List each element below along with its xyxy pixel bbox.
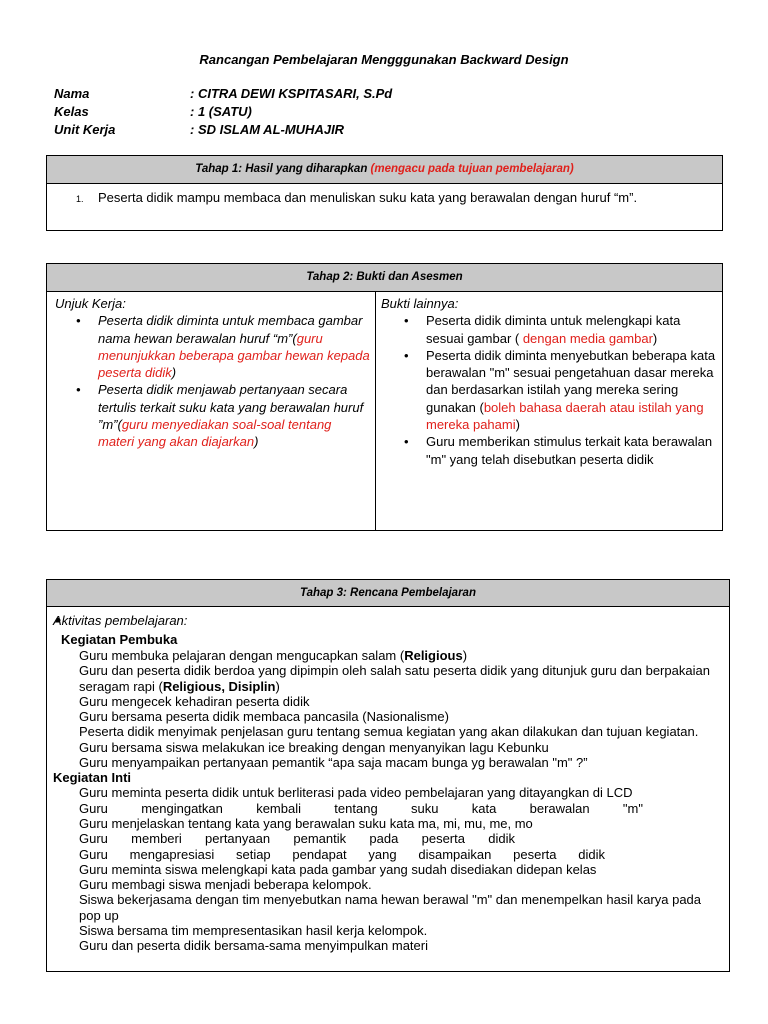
item-text: Guru bersama peserta didik membaca pancasila (Nasionalisme) <box>79 709 449 725</box>
item-tail: ) <box>652 330 658 346</box>
column-divider <box>375 292 376 531</box>
info-label: Nama <box>54 86 90 101</box>
list-item <box>53 694 725 709</box>
item-tail: ) <box>515 417 520 433</box>
item-note: boleh bahasa daerah atau istilah yang mereka pahami <box>426 399 704 433</box>
list-item: ● Siswa bekerjasama dengan tim menyebutkan nama hewan berawal "m" dan menempelkan hasil karya pada pop up <box>53 892 725 923</box>
list-item: ● Guru dan peserta didik bersama-sama menyimpulkan materi <box>53 938 725 953</box>
item-bold: Religious <box>404 648 463 663</box>
item-note: guru menyediakan soal-soal tentang materi yang akan diajarkan <box>98 417 332 450</box>
list-item <box>426 433 719 468</box>
list-item: ● Guru menjelaskan tentang kata yang berawalan suku kata ma, mi, mu, me, mo <box>53 816 725 831</box>
bukti-lainnya-title: Bukti lainnya: <box>381 296 459 311</box>
list-item: ● Guru meminta siswa melengkapi kata pada gambar yang sudah disediakan didepan kelas <box>53 862 725 877</box>
item-text: Peserta didik diminta untuk melengkapi kata sesuai gambar ( <box>426 313 681 346</box>
tahap2-table <box>46 263 723 531</box>
item-text: Guru dan peserta didik berdoa yang dipimpin oleh salah satu peserta didik yang ditunjuk guru dan berpakaian seragam rapi ( <box>79 663 710 694</box>
list-item <box>53 709 725 724</box>
list-item <box>53 648 725 663</box>
inti-list <box>53 785 725 953</box>
unjuk-kerja-cell <box>55 295 371 451</box>
inti-title: Kegiatan Inti <box>53 770 132 786</box>
pembuka-title: Kegiatan Pembuka <box>61 632 178 647</box>
tahap3-header: Tahap 3: Rencana Pembelajaran <box>47 580 729 607</box>
bukti-lainnya-cell <box>381 295 719 468</box>
unjuk-kerja-title: Unjuk Kerja: <box>55 296 126 311</box>
list-item <box>53 663 725 694</box>
tahap3-content <box>53 613 725 954</box>
item-text: Guru memberikan stimulus terkait kata berawalan "m" yang telah disebutkan peserta didik <box>426 434 713 467</box>
item-bold: Religious, Disiplin <box>162 678 276 694</box>
item-tail: ) <box>254 434 259 450</box>
item-text: Peserta didik menjawab pertanyaan secara tertulis terkait suku kata yang berawalan huruf ”m”( <box>98 382 364 433</box>
item-text: Guru menyampaikan pertanyaan pemantik “apa saja macam bunga yg berawalan "m" ?” <box>79 755 588 771</box>
list-item <box>98 312 371 381</box>
item-tail: ) <box>462 648 468 663</box>
item-note: guru menunjukkan beberapa gambar hewan kepada peserta didik <box>98 330 370 381</box>
tahap1-item-text: Peserta didik mampu membaca dan menuliskan suku kata yang berawalan dengan huruf “m”. <box>98 190 638 205</box>
tahap3-table <box>46 579 730 972</box>
pembuka-list <box>53 648 725 770</box>
info-value: : 1 (SATU) <box>190 104 252 119</box>
tahap1-table <box>46 155 723 231</box>
list-item <box>98 381 371 450</box>
info-value: : SD ISLAM AL-MUHAJIR <box>190 122 345 137</box>
item-text: Guru mengecek kehadiran peserta didik <box>79 693 310 709</box>
item-number: 1. <box>76 194 84 204</box>
list-item: ● Siswa bersama tim mempresentasikan hasil kerja kelompok. <box>53 923 725 938</box>
document-title: Rancangan Pembelajaran Mengggunakan Backward Design <box>199 52 569 67</box>
tahap2-header: Tahap 2: Bukti dan Asesmen <box>47 264 722 292</box>
list-item <box>53 755 725 770</box>
tahap1-header-text: Tahap 1: Hasil yang diharapkan <box>195 163 368 175</box>
list-item <box>53 724 725 739</box>
list-item <box>426 347 719 433</box>
list-item <box>426 312 719 347</box>
item-text: Guru membuka pelajaran dengan mengucapkan salam ( <box>79 648 405 663</box>
info-value: : CITRA DEWI KSPITASARI, S.Pd <box>190 86 393 101</box>
list-item: ● Guru mengingatkan kembali tentang suku kata berawalan "m" <box>53 801 725 816</box>
list-item: ● Guru membagi siswa menjadi beberapa kelompok. <box>53 877 725 892</box>
info-label: Unit Kerja <box>54 122 116 137</box>
list-item: ● Guru mengapresiasi setiap pendapat yang disampaikan peserta didik <box>53 847 725 862</box>
info-label: Kelas <box>54 104 89 119</box>
tahap1-item <box>47 184 722 206</box>
item-text: Peserta didik diminta menyebutkan beberapa kata berawalan "m" sesuai pengetahuan dasar mereka dan berdasarkan istilah yang mereka sering gunakan ( <box>426 347 716 415</box>
item-note: dengan media gambar <box>522 330 653 346</box>
tahap1-header <box>47 156 722 184</box>
activity-label: Aktivitas pembelajaran: <box>53 613 188 628</box>
tahap1-header-note: (mengacu pada tujuan pembelajaran) <box>370 163 574 175</box>
list-item: ● Guru memberi pertanyaan pemantik pada peserta didik <box>53 831 725 846</box>
list-item <box>53 740 725 755</box>
list-item: ● Guru meminta peserta didik untuk berliterasi pada video pembelajaran yang ditayangkan di LCD <box>53 785 725 800</box>
item-text: Peserta didik diminta untuk membaca gambar nama hewan berawalan huruf “m”( <box>98 313 363 346</box>
item-text: Peserta didik menyimak penjelasan guru tentang semua kegiatan yang akan dilakukan dan tujuan kegiatan. <box>79 724 699 740</box>
item-tail: ) <box>171 365 177 381</box>
item-tail: ) <box>275 678 280 694</box>
item-text: Guru bersama siswa melakukan ice breaking dengan menyanyikan lagu Kebunku <box>79 739 549 755</box>
